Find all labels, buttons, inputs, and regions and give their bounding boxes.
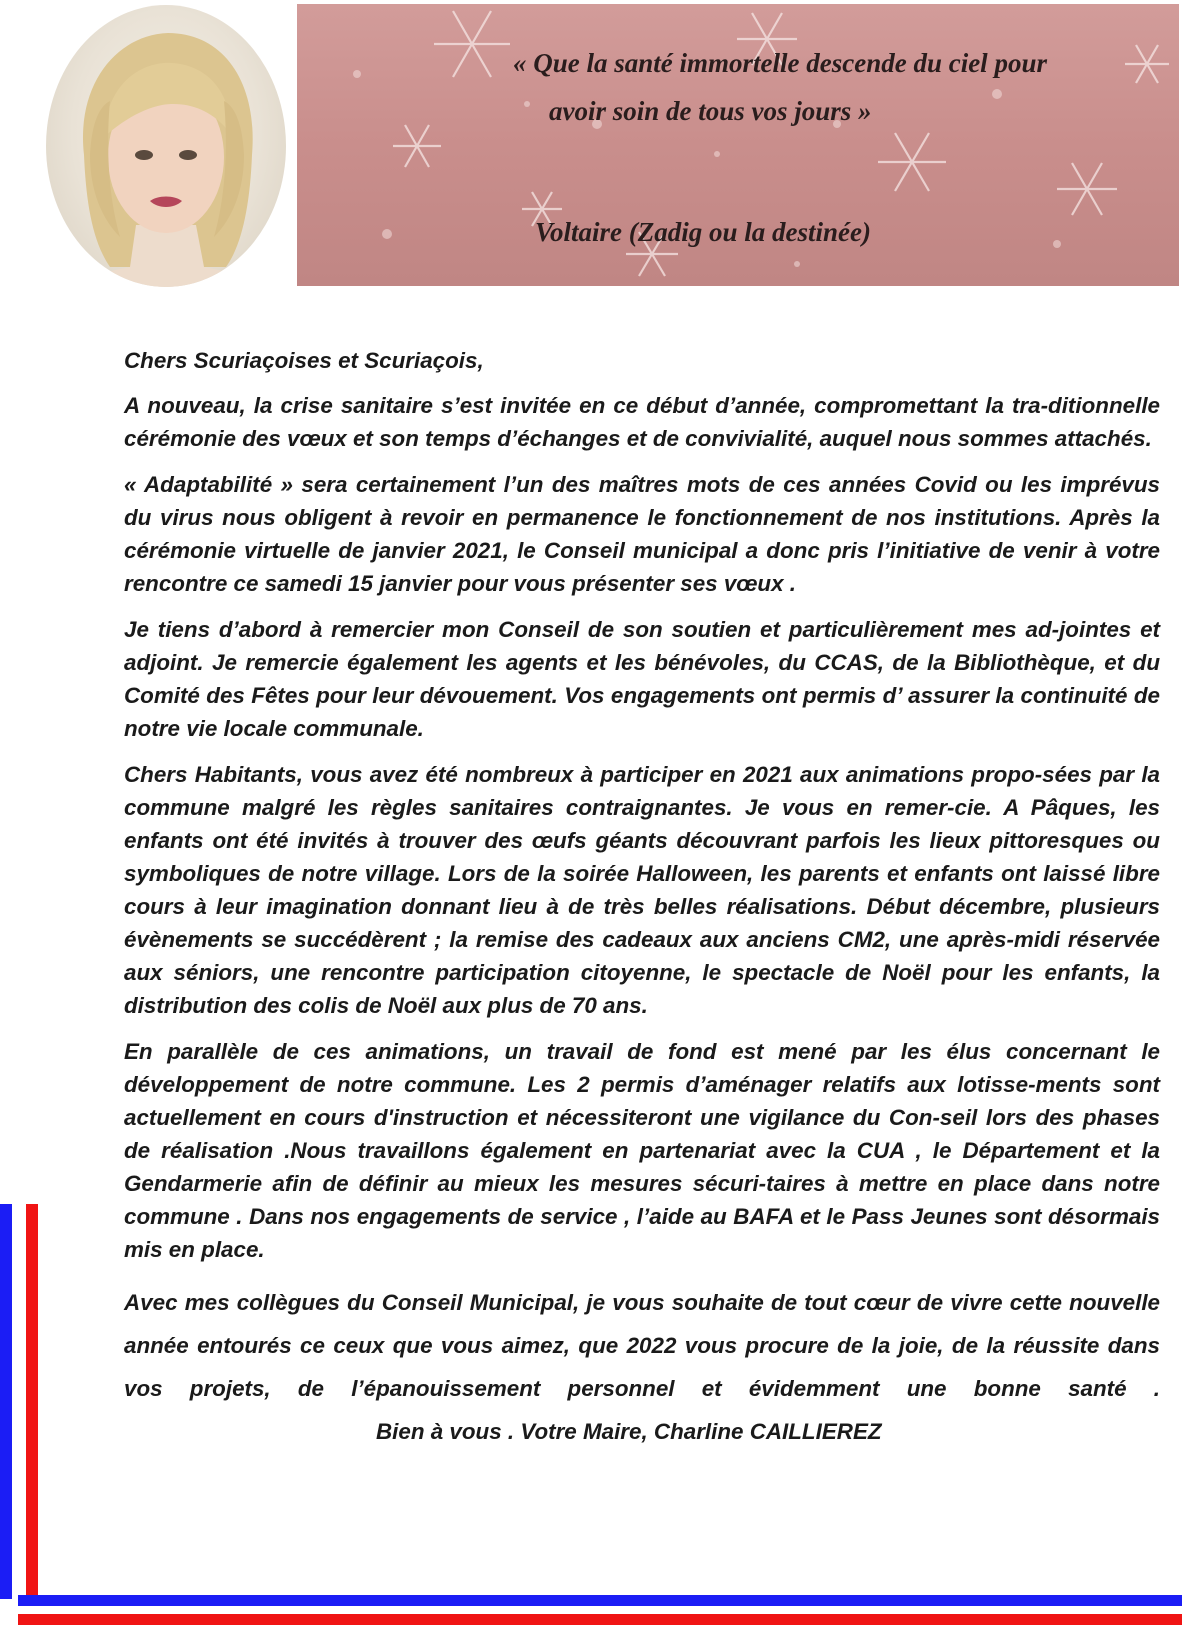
quote-line-2: avoir soin de tous vos jours » — [549, 96, 872, 126]
paragraph-intro: A nouveau, la crise sanitaire s’est invitée en ce début d’année, compromettant la tra-ditionnelle cérémonie des vœux et son temps d’échanges et de convivialité, auquel nous sommes attachés. — [124, 393, 1160, 451]
flag-stripe-blue-vertical — [0, 1204, 12, 1599]
paragraph-thanks: Je tiens d’abord à remercier mon Conseil de son soutien et particulièrement mes ad-jointes et adjoint. Je remercie également les agents et les bénévoles, du CCAS, de la Bibliothèque, et du Comité des Fêtes pour leur dévouement. Vos engagements ont permis d’ assurer la continuité de notre vie locale communale. — [124, 617, 1160, 741]
paragraph-closing — [124, 1281, 1160, 1453]
flag-stripe-blue-horizontal — [18, 1595, 1182, 1606]
flag-stripe-red-horizontal — [18, 1614, 1182, 1625]
closing-text: Avec mes collègues du Conseil Municipal, je vous souhaite de tout cœur de vivre cette nouvelle année entourés ce ceux que vous aimez, que 2022 vous procure de la joie, de la réussite dans vos projets, de l’épanouissement personnel et évidemment une bonne santé . — [124, 1290, 1160, 1401]
signature: Bien à vous . Votre Maire, Charline CAILLIEREZ — [376, 1419, 882, 1444]
mayor-portrait — [46, 5, 286, 287]
mayor-letter — [124, 344, 1160, 1466]
flag-stripe-red-vertical — [26, 1204, 38, 1599]
paragraph-projects: En parallèle de ces animations, un travail de fond est mené par les élus concernant le développement de notre commune. Les 2 permis d’aménager relatifs aux lotisse-ments sont actuellement en cours d'instruction et nécessiteront une vigilance du Con-seil lors des phases de réalisation .Nous travaillons également en partenariat avec la CUA , le Département et la Gendarmerie afin de définir au mieux les mesures sécuri-taires à mettre en place dans notre commune . Dans nos engagements de service , l’aide au BAFA et le Pass Jeunes sont désormais mis en place. — [124, 1039, 1160, 1262]
paragraph-adaptability: « Adaptabilité » sera certainement l’un des maîtres mots de ces années Covid ou les imprévus du virus nous obligent à revoir en permanence le fonctionnement de nos institutions. Après la cérémonie virtuelle de janvier 2021, le Conseil municipal a donc pris l’initiative de venir à votre rencontre ce samedi 15 janvier pour vous présenter ses vœux . — [124, 472, 1160, 596]
quote-banner — [297, 4, 1179, 286]
quote-line-1: « Que la santé immortelle descende du ciel pour — [513, 48, 1047, 78]
paragraph-events: Chers Habitants, vous avez été nombreux à participer en 2021 aux animations propo-sées par la commune malgré les règles sanitaires contraignantes. Je vous en remer-cie. A Pâques, les enfants ont été invités à trouver des œufs géants découvrant parfois les lieux pittoresques ou symboliques de notre village. Lors de la soirée Halloween, les parents et enfants ont laissé libre cours à leur imagination donnant lieu à de très belles réalisations. Début décembre, plusieurs évènements se succédèrent ; la remise des cadeaux aux anciens CM2, une après-midi réservée aux séniors, une rencontre participation citoyenne, le spectacle de Noël pour les enfants, la distribution des colis de Noël aux plus de 70 ans. — [124, 762, 1160, 1018]
quote-author: Voltaire (Zadig ou la destinée) — [535, 217, 871, 247]
salutation: Chers Scuriaçoises et Scuriaçois, — [124, 348, 484, 373]
